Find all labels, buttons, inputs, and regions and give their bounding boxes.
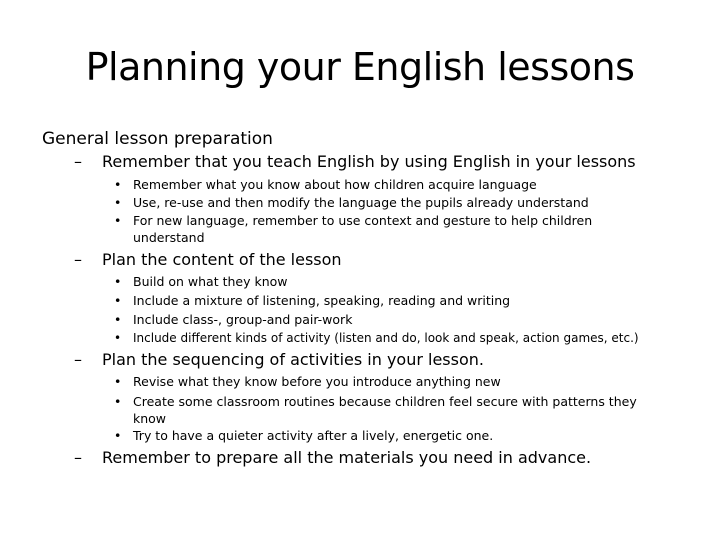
- dash-icon: –: [74, 448, 82, 467]
- bullet-icon: •: [114, 312, 122, 327]
- bullet-icon: •: [114, 331, 122, 345]
- bullet-icon: •: [114, 394, 122, 409]
- bullet-text: Try to have a quieter activity after a lively, energetic one.: [133, 428, 494, 443]
- bullet-icon: •: [114, 177, 122, 192]
- section-text: Plan the sequencing of activities in your lesson.: [102, 350, 484, 369]
- bullet-text: Include different kinds of activity (listen and do, look and speak, action games, etc.): [133, 331, 639, 345]
- section-text: Plan the content of the lesson: [102, 250, 342, 269]
- dash-icon: –: [74, 250, 82, 269]
- bullet-text: Build on what they know: [133, 274, 288, 289]
- section-text: Remember that you teach English by using English in your lessons: [102, 152, 636, 171]
- bullet-icon: •: [114, 374, 122, 389]
- bullet-text: For new language, remember to use context and gesture to help children understand: [133, 213, 593, 245]
- bullet-text: Include a mixture of listening, speaking, reading and writing: [133, 293, 511, 308]
- bullet-text: Create some classroom routines because children feel secure with patterns they know: [133, 394, 637, 426]
- bullet-icon: •: [114, 293, 122, 308]
- slide-title: Planning your English lessons: [85, 45, 635, 89]
- bullet-icon: •: [114, 213, 122, 228]
- bullet-icon: •: [114, 428, 122, 443]
- bullet-text: Use, re-use and then modify the language the pupils already understand: [133, 195, 589, 210]
- bullet-text: Include class-, group-and pair-work: [133, 312, 353, 327]
- bullet-text: Revise what they know before you introduce anything new: [133, 374, 501, 389]
- dash-icon: –: [74, 350, 82, 369]
- bullet-text: Remember what you know about how children acquire language: [133, 177, 537, 192]
- dash-icon: –: [74, 152, 82, 171]
- section-text: Remember to prepare all the materials you need in advance.: [102, 448, 592, 467]
- bullet-icon: •: [114, 274, 122, 289]
- lesson-preparation-heading: General lesson preparation: [42, 129, 273, 149]
- bullet-icon: •: [114, 195, 122, 210]
